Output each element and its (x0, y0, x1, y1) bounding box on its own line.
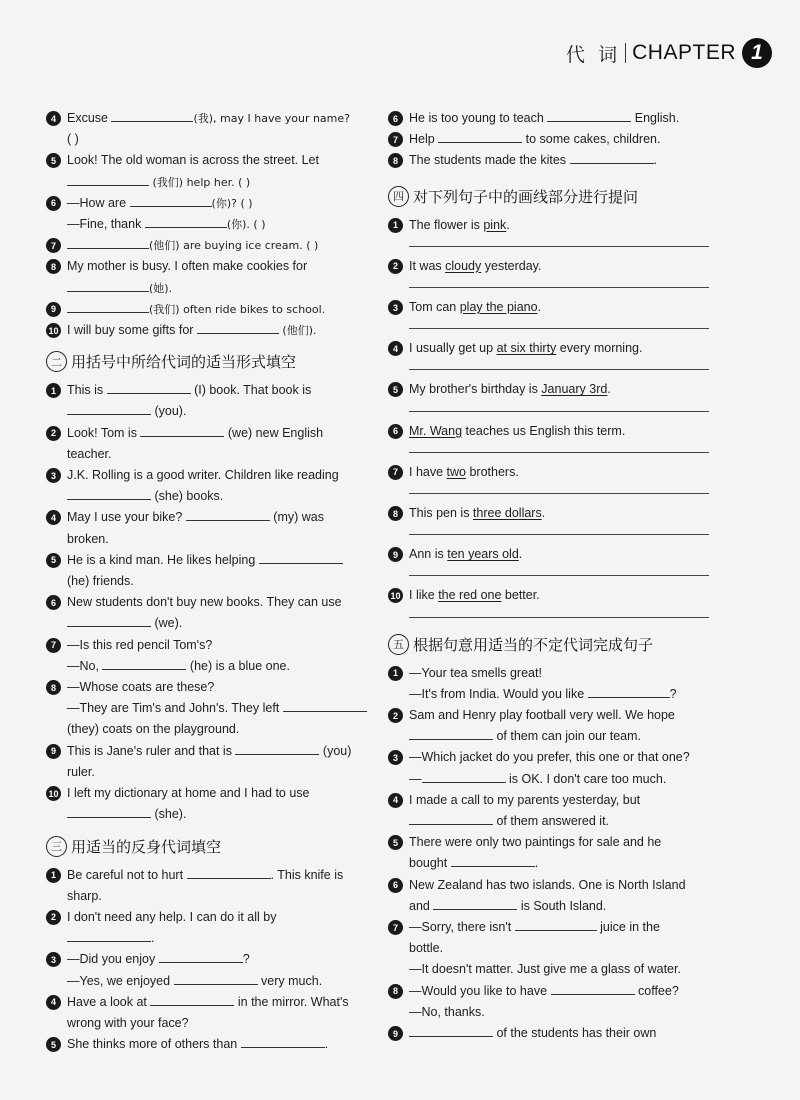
answer-blank[interactable] (67, 613, 151, 627)
answer-blank[interactable] (186, 507, 270, 521)
item-text: . (534, 856, 539, 871)
item-text: . (518, 547, 523, 562)
item-text: broken. (67, 531, 109, 546)
item-text: Have a look at (67, 994, 151, 1009)
underlined-target: three dollars (472, 506, 542, 521)
section-title: 用括号中所给代词的适当形式填空 (71, 353, 297, 372)
s1-item-10 (46, 320, 368, 341)
item-text: (she). (151, 807, 187, 822)
s2-item-10 (46, 783, 368, 825)
s1-item-5 (46, 150, 368, 192)
answer-line[interactable] (409, 609, 709, 618)
item-number: 3 (46, 952, 61, 967)
item-text: Look! The old woman is across the street. Let (67, 153, 319, 168)
item-number: 6 (46, 595, 61, 610)
item-text: very much. (257, 973, 323, 988)
section-title: 根据句意用适当的不定代词完成句子 (413, 635, 654, 654)
item-number: 4 (46, 995, 61, 1010)
item-text: —It doesn't matter. Just give me a glass of water. (409, 962, 681, 977)
item-text: wrong with your face? (67, 1015, 189, 1030)
item-number: 8 (388, 984, 403, 999)
item-text: J.K. Rolling is a good writer. Children like reading (67, 468, 339, 483)
answer-blank[interactable] (67, 172, 149, 186)
item-text: It was (409, 258, 446, 273)
answer-blank[interactable] (515, 917, 597, 931)
item-number: 4 (388, 341, 403, 356)
item-number: 5 (388, 835, 403, 850)
item-text: (we) new English (224, 425, 324, 440)
underlined-target: ten years old (447, 547, 519, 562)
s4-item-7 (388, 462, 714, 483)
s2-item-1 (46, 380, 368, 422)
answer-blank[interactable] (197, 320, 279, 334)
item-text: (we). (151, 616, 183, 631)
item-text: ? (669, 686, 677, 701)
item-text: —How are (67, 195, 130, 210)
item-text: I made a call to my parents yesterday, but (409, 792, 641, 807)
s2-item-4 (46, 507, 368, 549)
answer-blank[interactable] (102, 656, 186, 670)
s5-item-4 (388, 790, 714, 832)
item-text: (她). (149, 281, 173, 295)
item-number: 5 (46, 153, 61, 168)
section-badge: 三 (46, 836, 67, 857)
answer-line[interactable] (409, 526, 709, 535)
item-text: is South Island. (517, 898, 607, 913)
s3-item-4 (46, 992, 368, 1034)
header-divider (625, 43, 626, 63)
item-text: sharp. (67, 888, 102, 903)
item-text: of them answered it. (493, 814, 610, 829)
item-text: I like (409, 588, 439, 603)
item-text: and (409, 898, 434, 913)
item-text: teaches us English this term. (462, 423, 626, 438)
item-text: (你). ( ) (226, 218, 266, 232)
item-text: bottle. (409, 941, 444, 956)
item-text: . (324, 1037, 329, 1052)
item-text: of the students has their own (493, 1026, 657, 1041)
item-text: —Yes, we enjoyed (67, 973, 174, 988)
answer-blank[interactable] (159, 949, 243, 963)
item-text: . (151, 931, 155, 946)
item-text: I have (409, 464, 447, 479)
section-title: 对下列句子中的画线部分进行提问 (413, 187, 639, 206)
s2-item-3 (46, 465, 368, 507)
s3-item-5 (46, 1034, 368, 1055)
item-text: —Whose coats are these? (67, 680, 215, 695)
item-text: There were only two paintings for sale and he (409, 835, 662, 850)
answer-blank[interactable] (409, 811, 493, 825)
s5-item-9 (388, 1023, 714, 1044)
s2-item-5 (46, 550, 368, 592)
answer-blank[interactable] (588, 684, 670, 698)
item-text: —Did you enjoy (67, 952, 159, 967)
item-number: 9 (46, 744, 61, 759)
answer-blank[interactable] (67, 486, 151, 500)
item-text: in the mirror. What's (234, 994, 349, 1009)
item-text: New students don't buy new books. They can use (67, 595, 342, 610)
item-number: 7 (46, 638, 61, 653)
item-number: 9 (388, 547, 403, 562)
answer-blank[interactable] (67, 299, 149, 313)
item-text: (我们) often ride bikes to school. (149, 302, 326, 316)
item-text: He is too young to teach (409, 111, 548, 125)
s3-item-3 (46, 949, 368, 991)
right-column (388, 108, 714, 1044)
answer-blank[interactable] (547, 108, 631, 122)
item-text: —It's from India. Would you like (409, 686, 588, 701)
answer-blank[interactable] (409, 726, 493, 740)
item-number: 1 (46, 868, 61, 883)
item-number: 5 (46, 1037, 61, 1052)
s3-item-2 (46, 907, 368, 949)
section-5-header (388, 634, 714, 655)
item-text: . (653, 153, 657, 168)
item-text: She thinks more of others than (67, 1037, 241, 1052)
item-text: to some cakes, children. (522, 132, 661, 147)
answer-blank[interactable] (409, 1023, 493, 1037)
s5-item-8 (388, 981, 714, 1023)
item-text: Sam and Henry play football very well. We hope (409, 708, 675, 723)
answer-blank[interactable] (130, 193, 212, 207)
item-text: teacher. (67, 446, 112, 461)
item-number: 10 (388, 588, 403, 603)
section-4-header (388, 186, 714, 207)
item-text: (my) was (269, 510, 324, 525)
answer-blank[interactable] (107, 380, 191, 394)
item-text: I left my dictionary at home and I had to use (67, 786, 310, 801)
item-text: every morning. (556, 341, 643, 356)
answer-line[interactable] (409, 403, 709, 412)
item-number: 7 (46, 238, 61, 253)
item-number: 6 (388, 111, 403, 126)
item-text: (she) books. (151, 489, 224, 504)
s5-item-3 (388, 747, 714, 789)
item-text: brothers. (465, 464, 519, 479)
item-text: . (607, 382, 611, 397)
item-text: (you). (151, 404, 187, 419)
answer-blank[interactable] (551, 981, 635, 995)
s1-item-7-right (388, 129, 714, 150)
s1-item-6-right (388, 108, 714, 129)
chapter-number-badge: 1 (742, 38, 772, 68)
answer-blank[interactable] (67, 401, 151, 415)
answer-blank[interactable] (433, 896, 517, 910)
answer-blank[interactable] (259, 550, 343, 564)
s2-item-9 (46, 741, 368, 783)
s3-item-1 (46, 865, 368, 907)
s4-item-8 (388, 503, 714, 524)
s1-item-6 (46, 193, 368, 235)
item-number: 7 (388, 132, 403, 147)
item-number: 10 (46, 323, 61, 338)
item-text: yesterday. (481, 258, 542, 273)
item-text: —No, thanks. (409, 1004, 485, 1019)
answer-blank[interactable] (241, 1034, 325, 1048)
item-text: —Fine, thank (67, 217, 145, 232)
item-number: 8 (388, 506, 403, 521)
item-number: 2 (388, 708, 403, 723)
item-text: May I use your bike? (67, 510, 186, 525)
s4-item-9 (388, 544, 714, 565)
s4-item-2 (388, 256, 714, 277)
chapter-word: CHAPTER (632, 41, 736, 64)
s4-item-3 (388, 297, 714, 318)
item-number: 2 (46, 910, 61, 925)
s4-item-4 (388, 338, 714, 359)
answer-blank[interactable] (174, 971, 258, 985)
item-number: 9 (388, 1026, 403, 1041)
s2-item-2 (46, 423, 368, 465)
item-text: (我), may I have your name? (193, 112, 350, 125)
s1-item-8 (46, 256, 368, 298)
item-text: —They are Tim's and John's. They left (67, 701, 283, 716)
item-number: 3 (46, 468, 61, 483)
answer-blank[interactable] (67, 235, 149, 249)
item-text: . (541, 506, 546, 521)
chapter-topic: 代 词 (565, 44, 622, 66)
item-number: 8 (46, 259, 61, 274)
item-text: ruler. (67, 764, 95, 779)
answer-blank[interactable] (111, 108, 193, 122)
underlined-target: play the piano (459, 300, 538, 315)
s5-item-6 (388, 875, 714, 917)
item-number: 6 (388, 424, 403, 439)
item-number: 1 (388, 666, 403, 681)
item-number: 5 (46, 553, 61, 568)
item-text: —Which jacket do you prefer, this one or that one? (409, 750, 690, 765)
answer-blank[interactable] (67, 804, 151, 818)
item-text: This is Jane's ruler and that is (67, 743, 236, 758)
item-text: coffee? (634, 983, 679, 998)
item-text: Excuse (67, 111, 112, 125)
item-number: 3 (388, 300, 403, 315)
answer-line[interactable] (409, 361, 709, 370)
item-number: 6 (46, 196, 61, 211)
item-text: The students made the kites (409, 153, 570, 168)
item-text: —Sorry, there isn't (409, 920, 515, 935)
s1-item-7 (46, 235, 368, 256)
answer-bracket: ( ) (67, 132, 79, 147)
item-text: (你)? ( ) (211, 196, 253, 210)
s2-item-6 (46, 592, 368, 634)
underlined-target: at six thirty (496, 341, 557, 356)
s1-item-4 (46, 108, 368, 150)
item-number: 4 (46, 510, 61, 525)
item-text: — (409, 771, 422, 786)
answer-blank[interactable] (570, 150, 654, 164)
section-3-header (46, 836, 368, 857)
answer-blank[interactable] (67, 278, 149, 292)
item-number: 8 (46, 680, 61, 695)
item-number: 8 (388, 153, 403, 168)
item-text: Ann is (409, 547, 448, 562)
answer-line[interactable] (409, 238, 709, 247)
item-text: (I) book. That book is (190, 383, 312, 398)
item-text: (他们) are buying ice cream. ( ) (149, 239, 319, 253)
item-text: better. (501, 588, 540, 603)
answer-blank[interactable] (283, 698, 367, 712)
item-text: (他们). (278, 324, 317, 338)
item-text: is OK. I don't care too much. (505, 771, 667, 786)
item-number: 10 (46, 786, 61, 801)
s1-item-9 (46, 299, 368, 320)
item-text: Help (409, 132, 439, 147)
item-number: 1 (46, 383, 61, 398)
underlined-target: pink (483, 217, 507, 232)
s1-item-8-right (388, 150, 714, 171)
s2-item-7 (46, 635, 368, 677)
item-text: (they) coats on the playground. (67, 722, 240, 737)
item-text: (he) is a blue one. (186, 658, 290, 673)
s5-item-2 (388, 705, 714, 747)
item-number: 7 (388, 465, 403, 480)
item-number: 4 (46, 111, 61, 126)
underlined-target: Mr. Wang (409, 423, 463, 438)
item-text: juice in the (596, 920, 660, 935)
item-text: ? (242, 952, 250, 967)
item-number: 6 (388, 878, 403, 893)
item-number: 4 (388, 793, 403, 808)
section-title: 用适当的反身代词填空 (71, 837, 222, 856)
s5-item-5 (388, 832, 714, 874)
item-text: (you) (319, 743, 352, 758)
answer-line[interactable] (409, 320, 709, 329)
item-text: —Is this red pencil Tom's? (67, 637, 213, 652)
s4-item-5 (388, 379, 714, 400)
item-number: 2 (46, 426, 61, 441)
item-text: Look! Tom is (67, 425, 141, 440)
item-text: bought (409, 856, 451, 871)
item-text: . (537, 300, 542, 315)
item-text: (he) friends. (67, 574, 134, 589)
item-text: I don't need any help. I can do it all by (67, 909, 277, 924)
chapter-header (566, 36, 772, 70)
item-text: He is a kind man. He likes helping (67, 552, 259, 567)
answer-blank[interactable] (187, 865, 271, 879)
item-text: This pen is (409, 506, 473, 521)
s5-item-7 (388, 917, 714, 981)
item-number: 1 (388, 218, 403, 233)
item-text: My brother's birthday is (409, 382, 542, 397)
s4-item-10 (388, 585, 714, 606)
left-column (46, 108, 368, 1055)
item-text: . This knife is (270, 867, 344, 882)
answer-blank[interactable] (438, 129, 522, 143)
item-number: 9 (46, 302, 61, 317)
item-text: My mother is busy. I often make cookies for (67, 259, 308, 274)
item-text: Tom can (409, 300, 460, 315)
section-badge: 二 (46, 351, 67, 372)
item-text: Be careful not to hurt (67, 867, 187, 882)
answer-blank[interactable] (140, 423, 224, 437)
item-text: I will buy some gifts for (67, 323, 197, 338)
item-text: (我们) help her. ( ) (149, 175, 251, 189)
s4-item-1 (388, 215, 714, 236)
s5-item-1 (388, 663, 714, 705)
section-2-header (46, 351, 368, 372)
item-number: 3 (388, 750, 403, 765)
item-text: I usually get up (409, 341, 497, 356)
item-number: 2 (388, 259, 403, 274)
underlined-target: January 3rd (541, 382, 608, 397)
item-text: The flower is (409, 217, 484, 232)
item-text: English. (631, 111, 680, 125)
answer-blank[interactable] (67, 928, 151, 942)
answer-line[interactable] (409, 485, 709, 494)
answer-line[interactable] (409, 444, 709, 453)
item-text: . (506, 217, 510, 232)
answer-blank[interactable] (145, 214, 227, 228)
item-text: This is (67, 383, 107, 398)
answer-blank[interactable] (451, 853, 535, 867)
item-text: New Zealand has two islands. One is North Island (409, 877, 686, 892)
answer-blank[interactable] (235, 741, 319, 755)
answer-line[interactable] (409, 567, 709, 576)
item-text: —Would you like to have (409, 983, 551, 998)
item-number: 7 (388, 920, 403, 935)
underlined-target: two (446, 464, 466, 479)
s4-item-6 (388, 421, 714, 442)
section-badge: 四 (388, 186, 409, 207)
answer-blank[interactable] (150, 992, 234, 1006)
underlined-target: cloudy (445, 258, 482, 273)
item-number: 5 (388, 382, 403, 397)
section-4-list (388, 215, 714, 618)
item-text: —Your tea smells great! (409, 665, 542, 680)
item-text: of them can join our team. (493, 729, 641, 744)
s2-item-8 (46, 677, 368, 741)
answer-line[interactable] (409, 279, 709, 288)
underlined-target: the red one (438, 588, 502, 603)
section-badge: 五 (388, 634, 409, 655)
answer-blank[interactable] (422, 769, 506, 783)
item-text: —No, (67, 658, 103, 673)
